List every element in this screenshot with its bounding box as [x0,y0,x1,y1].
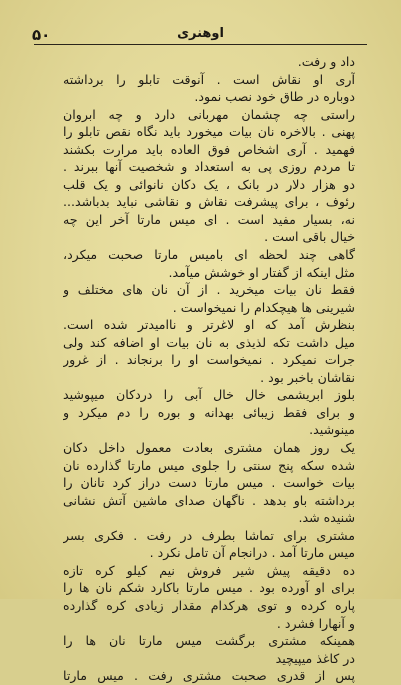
body-text [63,53,355,685]
text-line: داد و رفت. [297,54,355,69]
text-line: بنظرش آمد که او لاغرتر و ناامیدتر شده است. [63,317,355,333]
text-line: مشتری برای تماشا بطرف در رفت . فکری بسر [63,527,355,543]
page-header [28,26,373,46]
text-line: همینکه مشتری برگشت میس مارتا نان ها را [63,633,355,649]
text-line: خیال باقی است . [264,229,355,245]
text-line: مثل اینکه از گفتار او خوشش میآمد. [168,264,355,280]
text-line: شیرینی ها هیچکدام را نمیخواست . [172,299,355,315]
text-line: جرات نمیکرد . نمیخواست او را برنجاند . از غرور [63,352,355,368]
header-rule [34,44,367,45]
text-line: رئوف ، برای پیشرفت نقاش و نقاشی نباید بدباشد... [63,194,355,210]
text-line: مینوشید. [309,422,355,438]
text-line: پاره کرده و توی هرکدام مقدار زیادی کره گذارده [63,597,355,613]
text-line: پهنی . بالاخره نان بیات میخورد باید نگاه نقص تابلو را [63,124,355,140]
text-line: راستی چه چشمان مهربانی دارد و چه ابروان [63,106,355,122]
text-line: و برای فقط زیبائی بهدانه و بوره را دم میکرد و [63,404,355,420]
text-line: دو هزار دلار در بانک ، یک دکان نانوائی و یک قلب [63,176,355,192]
text-line: بلوز ابریشمی خال خال آبی را دردکان میپوشید [63,387,355,403]
text-line: شنیده شد. [298,510,355,526]
text-line: شده سکه پنج سنتی را جلوی میس مارتا گذارده نان [63,457,355,473]
page-number: ۵۰ [32,26,51,44]
text-line: گاهی چند لحظه ای بامیس مارتا صحبت میکرد، [63,247,355,263]
text-line: دوباره در طاق خود نصب نمود. [194,89,355,105]
text-line: آری او نقاش است . آنوقت تابلو را برداشته [63,71,355,87]
text-line: تا مردم روزی پی به استعداد و شخصیت آنها ببرند . [63,159,355,175]
text-line: و آنهارا فشرد . [276,615,355,631]
running-title: اوهنری [177,26,224,41]
text-line: یک روز همان مشتری بعادت معمول داخل دکان [63,440,355,456]
text-line: برداشته باو بدهد . ناگهان صدای ماشین آتش نشانی [63,492,355,508]
text-line: میس مارتا آمد . درانجام آن تامل نکرد . [149,545,355,561]
text-line: در کاغذ میپیچید [275,650,355,666]
text-line: نه، بسیار مفید است . ای میس مارتا آخر این چه [63,211,355,227]
text-line: نقاشان باخبر بود . [260,369,355,385]
text-line: فهمید . آری اشخاص فوق العاده باید مرارت بکشند [63,141,355,157]
text-line: ده دقیقه پیش شیر فروش نیم کیلو کره تازه [63,562,355,578]
text-line: برای او آورده بود . میس مارتا باکارد شکم نان ها را [63,580,355,596]
text-line: فقط نان بیات میخرید . از آن نان های مختلف و [63,282,355,298]
text-line: پس از قدری صحبت مشتری رفت . میس مارتا [63,668,355,684]
text-line: میل داشت تکه لذیذی به نان بیات او اضافه کند ولی [63,334,355,350]
text-line: بیات خواست . میس مارتا دست دراز کرد تانان را [63,475,355,491]
